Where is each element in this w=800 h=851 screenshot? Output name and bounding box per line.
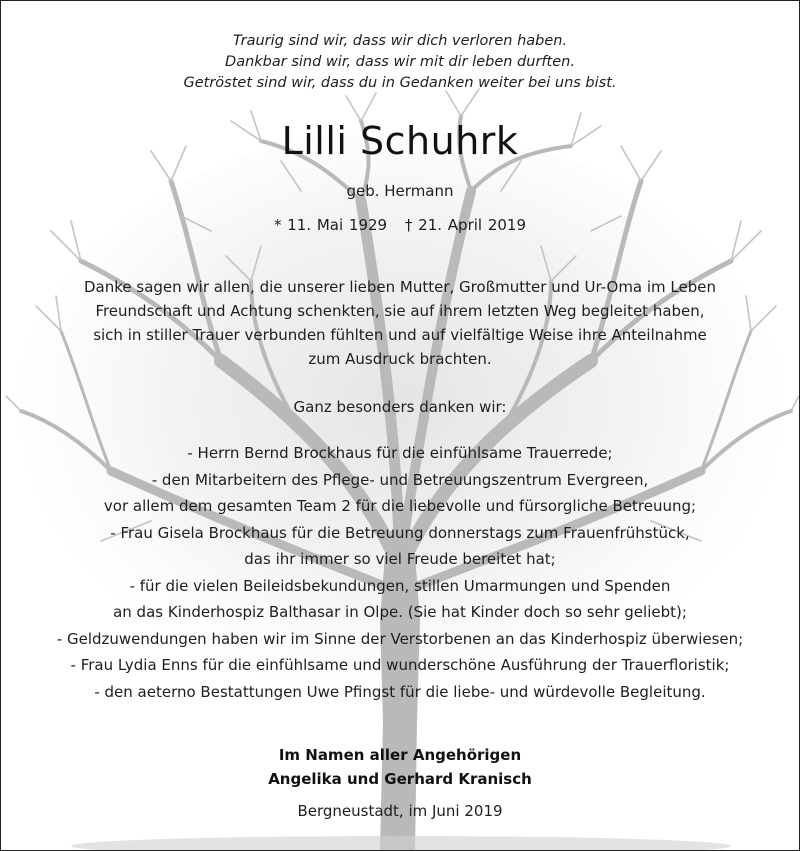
list-item: an das Kinderhospiz Balthasar in Olpe. (Sie hat Kinder doch so sehr geliebt); [113, 603, 687, 621]
motto-line: Dankbar sind wir, dass wir mit dir leben durften. [225, 54, 575, 70]
motto-line: Getröstet sind wir, dass du in Gedanken weiter bei uns bist. [183, 75, 617, 91]
motto-line: Traurig sind wir, dass wir dich verloren haben. [232, 33, 568, 49]
list-item: - Geldzuwendungen haben wir im Sinne der Verstorbenen an das Kinderhospiz überwiesen; [56, 629, 744, 648]
list-item: - für die vielen Beileidsbekundungen, stillen Umarmungen und Spenden [129, 576, 671, 595]
thanks-paragraph [1, 275, 799, 371]
thanks-line: sich in stiller Trauer verbunden fühlten und auf vielfältige Weise ihre Anteilnahme [93, 326, 707, 344]
life-dates [1, 216, 799, 234]
signature-line-2: Angelika und Gerhard Kranisch [268, 770, 532, 788]
signature-block [1, 743, 799, 791]
list-item: - Frau Lydia Enns für die einfühlsame und wunderschöne Ausführung der Trauerfloristik; [70, 656, 730, 674]
list-item: - Herrn Bernd Brockhaus für die einfühlsame Trauerrede; [187, 444, 613, 462]
death-date: † 21. April 2019 [404, 216, 527, 234]
special-thanks-list [1, 440, 799, 705]
list-item: - den aeterno Bestattungen Uwe Pfingst für die liebe- und würdevolle Begleitung. [94, 682, 706, 701]
list-item: vor allem dem gesamten Team 2 für die liebevolle und fürsorgliche Betreuung; [103, 497, 697, 515]
birth-date: * 11. Mai 1929 [273, 216, 388, 234]
deceased-name: Lilli Schuhrk [281, 119, 519, 163]
special-thanks-heading: Ganz besonders danken wir: [293, 398, 507, 416]
signature-line-1: Im Namen aller Angehörigen [278, 746, 522, 764]
list-item: - den Mitarbeitern des Pflege- und Betreuungszentrum Evergreen, [151, 470, 649, 489]
place-and-date: Bergneustadt, im Juni 2019 [297, 802, 503, 820]
thanks-line: Freundschaft und Achtung schenkten, sie auf ihrem letzten Weg begleitet haben, [95, 302, 705, 320]
list-item: - Frau Gisela Brockhaus für die Betreuung donnerstags zum Frauenfrühstück, [110, 523, 690, 542]
thanks-line: Danke sagen wir allen, die unserer lieben Mutter, Großmutter und Ur-Oma im Leben [83, 278, 717, 296]
birth-name: geb. Hermann [346, 182, 454, 200]
thanks-line: zum Ausdruck brachten. [308, 350, 492, 368]
list-item: das ihr immer so viel Freude bereitet hat; [244, 550, 556, 568]
motto-verse [1, 31, 799, 94]
